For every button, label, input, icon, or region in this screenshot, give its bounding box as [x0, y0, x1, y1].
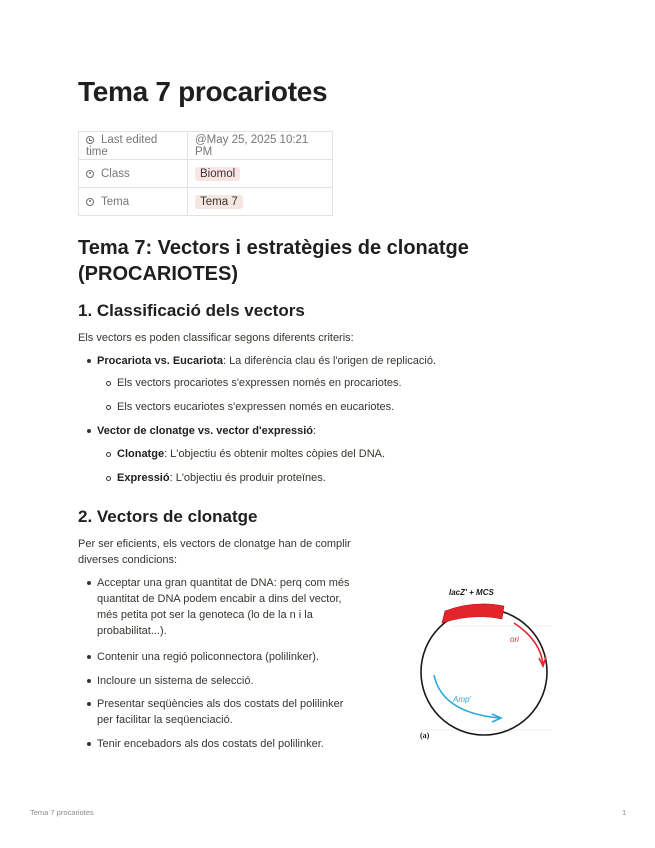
ori-label: ori [510, 635, 519, 644]
page-number: 1 [622, 808, 627, 817]
list-item: Presentar seqüències als dos costats del polilinker per facilitar la seqüenciació. [97, 698, 344, 726]
property-key: Last edited time [86, 133, 158, 158]
bullet [87, 581, 91, 585]
properties-table [78, 131, 333, 216]
bullet [106, 381, 111, 386]
list-item: Els vectors procariotes s'expressen només en procariotes. [117, 377, 402, 389]
bullet [87, 679, 91, 683]
bullet [87, 359, 91, 363]
bullet [87, 742, 91, 746]
target-icon [86, 198, 94, 206]
bullet [106, 452, 111, 457]
section2-heading: 2. Vectors de clonatge [78, 507, 258, 526]
list-item: Expressió: L'objectiu és produir proteïnes. [117, 472, 326, 484]
tema-tag[interactable]: Tema 7 [195, 195, 243, 209]
plasmid-diagram [412, 580, 557, 745]
panel-label: (a) [420, 731, 430, 740]
property-row [79, 188, 333, 216]
property-key: Class [101, 167, 130, 180]
page-title: Tema 7 procariotes [78, 76, 328, 107]
lacz-label: lacZ' + MCS [449, 588, 494, 597]
list-item: Vector de clonatge vs. vector d'expressió: [97, 425, 317, 437]
bullet [106, 476, 111, 481]
section1-intro: Els vectors es poden classificar segons diferents criteris: [78, 332, 354, 344]
list-item: Clonatge: L'objectiu és obtenir moltes còpies del DNA. [117, 448, 386, 460]
target-icon [86, 170, 94, 178]
clock-icon [86, 136, 94, 144]
section2-intro-line: diverses condicions: [78, 554, 178, 566]
list-item: Acceptar una gran quantitat de DNA: perq com més quantitat de DNA podem encabir a dins del vector, més petita pot ser la genoteca (lo de la n i la probabilitat...). [97, 577, 350, 637]
lacz-mcs-region [442, 604, 504, 623]
property-row [79, 160, 333, 188]
bullet [87, 702, 91, 706]
list-item: Procariota vs. Eucariota: La diferència clau és l'origen de replicació. [97, 355, 437, 367]
property-value: @May 25, 2025 10:21 PM [188, 132, 333, 160]
list-item: Els vectors eucariotes s'expressen només en eucariotes. [117, 401, 395, 413]
class-tag[interactable]: Biomol [195, 167, 240, 181]
list-item: Incloure un sistema de selecció. [97, 675, 254, 687]
property-row [79, 132, 333, 160]
footer-title: Tema 7 procariotes [30, 808, 94, 817]
main-heading: Tema 7: Vectors i estratègies de clonatge (PROCARIOTES) [78, 237, 469, 285]
amp-label: Amp$^r$ [453, 695, 472, 704]
section2-intro-line: Per ser eficients, els vectors de clonatge han de complir [78, 538, 351, 550]
bullet [87, 429, 91, 433]
bullet [87, 655, 91, 659]
bullet [106, 405, 111, 410]
property-key: Tema [101, 195, 130, 208]
section1-heading: 1. Classificació dels vectors [78, 301, 305, 320]
list-item: Tenir encebadors als dos costats del polilinker. [97, 738, 324, 750]
list-item: Contenir una regió policonnectora (polilinker). [97, 651, 319, 663]
